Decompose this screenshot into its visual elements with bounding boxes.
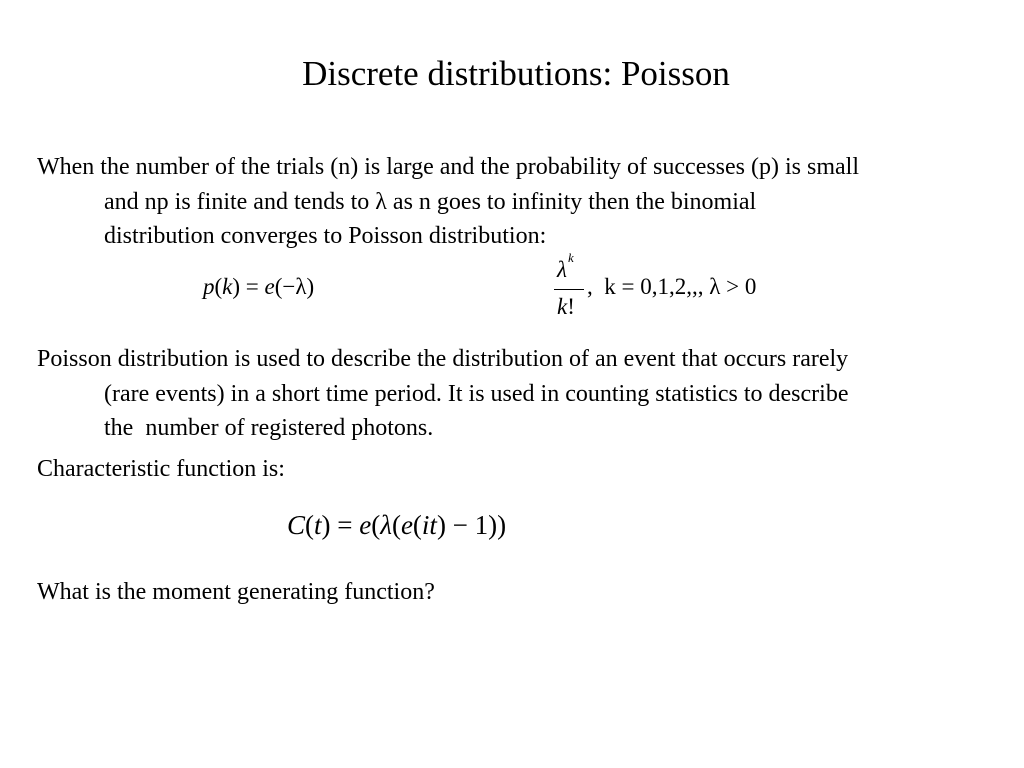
paragraph-line: What is the moment generating function? <box>37 579 435 605</box>
paragraph-binomial-limit <box>37 150 1017 254</box>
paragraph-line: Poisson distribution is used to describe the distribution of an event that occurs rarely <box>37 346 849 372</box>
pmf-fraction <box>554 250 584 324</box>
formula-symbol: ) = <box>321 510 360 540</box>
fraction-denominator <box>557 294 575 320</box>
formula-symbol: (−λ) <box>274 274 315 299</box>
formula-condition: k = 0,1,2,,, λ > 0 <box>604 274 757 299</box>
paragraph-characteristic-intro <box>37 452 1017 487</box>
formula-symbol: ( <box>391 510 401 540</box>
formula-symbol: ) = <box>232 274 265 299</box>
paragraph-mgf-question <box>37 575 1017 610</box>
paragraph-line: distribution converges to Poisson distribution: <box>104 223 547 249</box>
fraction-numerator <box>557 250 574 283</box>
formula-symbol: it <box>421 510 437 540</box>
formula-symbol: ( <box>214 274 223 299</box>
formula-symbol: ( <box>371 510 381 540</box>
formula-symbol: ( <box>305 510 315 540</box>
pmf-lhs <box>203 274 314 300</box>
formula-symbol: ( <box>412 510 422 540</box>
formula-symbol: λ <box>380 510 392 540</box>
formula-symbol: e <box>359 510 372 540</box>
formula-symbol: k <box>222 274 233 299</box>
formula-exponent: k <box>567 250 574 265</box>
formula-symbol: e <box>264 274 275 299</box>
formula-symbol: C <box>287 510 306 540</box>
formula-symbol: , <box>587 274 605 299</box>
paragraph-line: and np is finite and tends to λ as n goes to infinity then the binomial <box>104 188 757 215</box>
formula-symbol: ) − 1)) <box>436 510 507 540</box>
paragraph-line: When the number of the trials (n) is large and the probability of successes (p) is small <box>37 154 859 180</box>
slide-title: Discrete distributions: Poisson <box>302 54 730 93</box>
paragraph-line: the number of registered photons. <box>104 415 434 441</box>
formula-symbol: ! <box>567 294 575 319</box>
characteristic-function-formula <box>287 506 506 544</box>
formula-symbol: e <box>400 510 413 540</box>
fraction-bar <box>554 289 584 290</box>
formula-symbol: λ <box>557 256 567 282</box>
formula-symbol: p <box>203 274 215 299</box>
pmf-rhs <box>587 274 756 300</box>
poisson-pmf-formula <box>203 250 757 324</box>
paragraph-line: (rare events) in a short time period. It is used in counting statistics to describe <box>104 380 849 407</box>
paragraph-poisson-usage <box>37 342 1017 446</box>
formula-symbol: t <box>314 510 322 540</box>
paragraph-line: Characteristic function is: <box>37 456 285 482</box>
formula-symbol: k <box>557 294 568 319</box>
